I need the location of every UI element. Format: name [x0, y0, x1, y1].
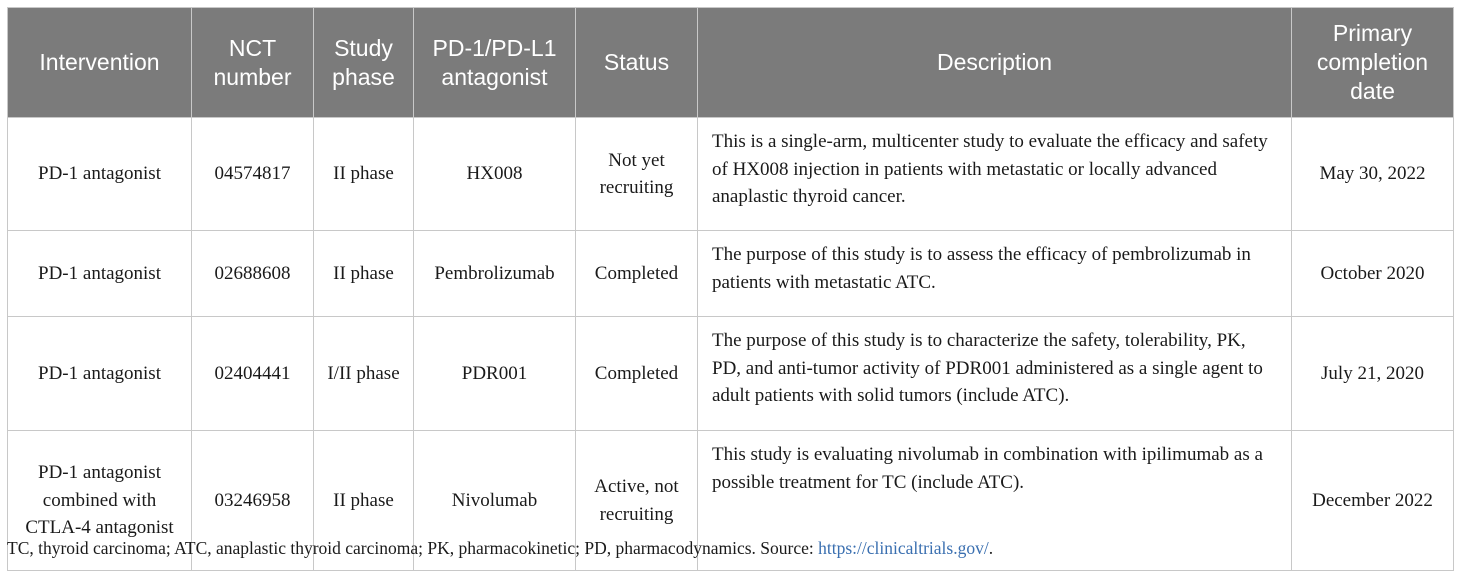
cell-description: This is a single-arm, multicenter study to evaluate the efficacy and safety of HX008 injection in patients with metastatic or locally advanced anaplastic thyroid cancer. [698, 118, 1292, 231]
table-row [8, 317, 1454, 431]
cell-nct-number: 03246958 [192, 431, 314, 571]
header-intervention: Intervention [8, 8, 192, 118]
cell-completion-date: December 2022 [1292, 431, 1454, 571]
header-status: Status [576, 8, 698, 118]
footnote-end: . [988, 538, 994, 558]
cell-intervention: PD-1 antagonist [8, 118, 192, 231]
header-primary-completion-date: Primary completion date [1292, 8, 1454, 118]
header-nct-number: NCT number [192, 8, 314, 118]
trials-table-container [7, 7, 1453, 571]
cell-intervention: PD-1 antagonist [8, 231, 192, 317]
table-footnote [7, 538, 993, 559]
cell-nct-number: 02688608 [192, 231, 314, 317]
cell-status: Completed [576, 317, 698, 431]
cell-study-phase: I/II phase [314, 317, 414, 431]
cell-antagonist: Pembrolizumab [414, 231, 576, 317]
cell-nct-number: 02404441 [192, 317, 314, 431]
header-description: Description [698, 8, 1292, 118]
cell-status: Active, not recruiting [576, 431, 698, 571]
clinical-trials-table [7, 7, 1454, 571]
cell-completion-date: October 2020 [1292, 231, 1454, 317]
cell-antagonist: PDR001 [414, 317, 576, 431]
cell-intervention: PD-1 antagonist [8, 317, 192, 431]
header-row [8, 8, 1454, 118]
cell-study-phase: II phase [314, 118, 414, 231]
cell-description: The purpose of this study is to assess the efficacy of pembrolizumab in patients with metastatic ATC. [698, 231, 1292, 317]
table-row [8, 118, 1454, 231]
footnote-text: TC, thyroid carcinoma; ATC, anaplastic thyroid carcinoma; PK, pharmacokinetic; PD, pharmacodynamics. Source: [7, 538, 819, 558]
cell-status: Not yet recruiting [576, 118, 698, 231]
header-study-phase: Study phase [314, 8, 414, 118]
cell-status: Completed [576, 231, 698, 317]
header-antagonist: PD-1/PD-L1 antagonist [414, 8, 576, 118]
cell-antagonist: Nivolumab [414, 431, 576, 571]
table-row [8, 231, 1454, 317]
cell-description: This study is evaluating nivolumab in combination with ipilimumab as a possible treatment for TC (include ATC). [698, 431, 1292, 571]
cell-study-phase: II phase [314, 231, 414, 317]
cell-nct-number: 04574817 [192, 118, 314, 231]
source-link[interactable]: https://clinicaltrials.gov/ [818, 538, 989, 558]
cell-description: The purpose of this study is to characterize the safety, tolerability, PK, PD, and anti-tumor activity of PDR001 administered as a single agent to adult patients with solid tumors (include ATC). [698, 317, 1292, 431]
cell-completion-date: July 21, 2020 [1292, 317, 1454, 431]
cell-intervention: PD-1 antagonist combined with CTLA-4 antagonist [8, 431, 192, 571]
cell-study-phase: II phase [314, 431, 414, 571]
cell-antagonist: HX008 [414, 118, 576, 231]
cell-completion-date: May 30, 2022 [1292, 118, 1454, 231]
